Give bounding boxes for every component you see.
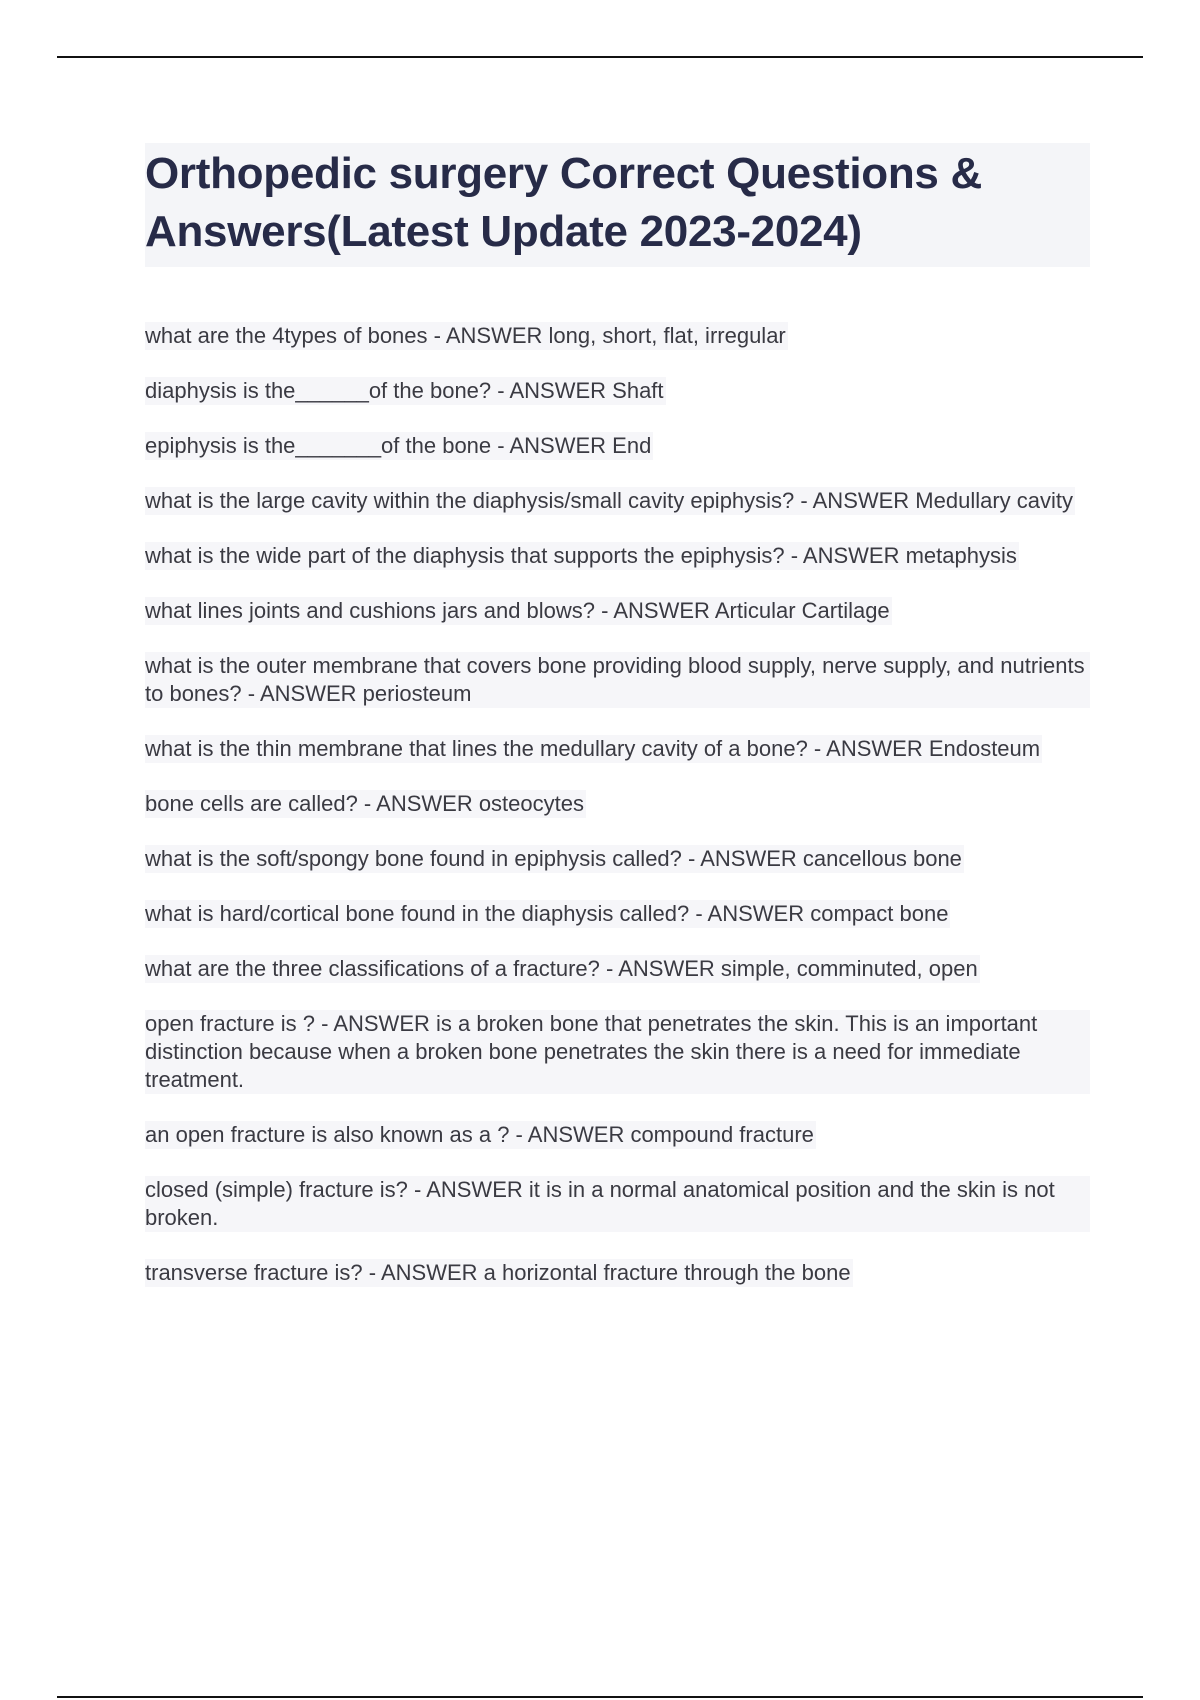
bottom-divider	[57, 1696, 1143, 1698]
qa-item: what is the wide part of the diaphysis that supports the epiphysis? - ANSWER metaphysis	[145, 543, 1017, 568]
qa-item: diaphysis is the______of the bone? - ANSWER Shaft	[145, 378, 664, 403]
qa-item: what is the soft/spongy bone found in epiphysis called? - ANSWER cancellous bone	[145, 846, 962, 871]
qa-item: what is the outer membrane that covers bone providing blood supply, nerve supply, and nutrients to bones? - ANSWER periosteum	[145, 652, 1090, 708]
qa-item: open fracture is ? - ANSWER is a broken bone that penetrates the skin. This is an important distinction because when a broken bone penetrates the skin there is a need for immediate treatment.	[145, 1010, 1090, 1094]
qa-item: closed (simple) fracture is? - ANSWER it is in a normal anatomical position and the skin is not broken.	[145, 1176, 1090, 1232]
qa-item: what is the thin membrane that lines the medullary cavity of a bone? - ANSWER Endosteum	[145, 736, 1041, 761]
page-title: Orthopedic surgery Correct Questions & Answers(Latest Update 2023-2024)	[145, 143, 1090, 267]
qa-item: epiphysis is the_______of the bone - ANSWER End	[145, 433, 652, 458]
qa-item: what are the 4types of bones - ANSWER long, short, flat, irregular	[145, 323, 786, 348]
document-body	[145, 143, 1090, 1314]
qa-item: bone cells are called? - ANSWER osteocytes	[145, 791, 584, 816]
qa-item: transverse fracture is? - ANSWER a horizontal fracture through the bone	[145, 1260, 851, 1285]
qa-list	[145, 322, 1090, 1314]
top-divider	[57, 56, 1143, 58]
qa-item: an open fracture is also known as a ? - ANSWER compound fracture	[145, 1122, 814, 1147]
qa-item: what is hard/cortical bone found in the diaphysis called? - ANSWER compact bone	[145, 901, 949, 926]
qa-item: what is the large cavity within the diaphysis/small cavity epiphysis? - ANSWER Medullary cavity	[145, 488, 1074, 513]
qa-item: what are the three classifications of a fracture? - ANSWER simple, comminuted, open	[145, 956, 978, 981]
qa-item: what lines joints and cushions jars and blows? - ANSWER Articular Cartilage	[145, 598, 890, 623]
